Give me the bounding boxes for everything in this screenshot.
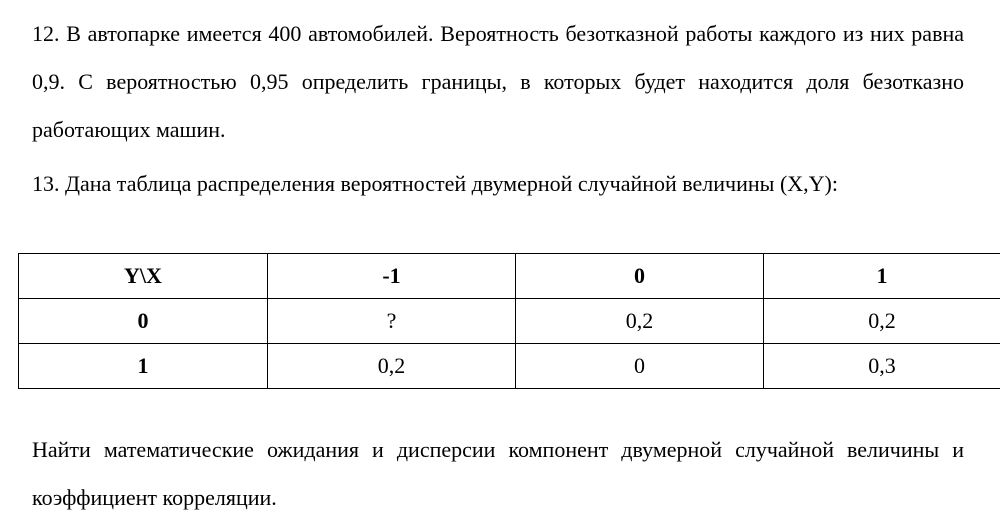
probability-cell: 0 [516, 344, 764, 389]
problem-12-text: 12. В автопарке имеется 400 автомобилей. Вероятность безотказной работы каждого из них равна 0,9. С вероятностью 0,95 определить границы, в которых будет находится доля безотказно работающих машин. [32, 10, 964, 154]
problem-13-intro: 13. Дана таблица распределения вероятностей двумерной случайной величины (X,Y): [32, 160, 964, 208]
probability-cell: 0,3 [764, 344, 1000, 389]
table-corner-cell: Y\X [19, 254, 268, 299]
x-header-cell: 1 [764, 254, 1000, 299]
probability-cell: ? [268, 299, 516, 344]
y-header-cell: 0 [19, 299, 268, 344]
y-header-cell: 1 [19, 344, 268, 389]
table-header-row [19, 254, 1000, 299]
table-row [19, 299, 1000, 344]
probability-cell: 0,2 [268, 344, 516, 389]
x-header-cell: 0 [516, 254, 764, 299]
probability-cell: 0,2 [516, 299, 764, 344]
problem-13-task: Найти математические ожидания и дисперсии компонент двумерной случайной величины и коэффициент корреляции. [32, 426, 964, 522]
probability-cell: 0,2 [764, 299, 1000, 344]
table-row [19, 344, 1000, 389]
x-header-cell: -1 [268, 254, 516, 299]
distribution-table [18, 253, 1000, 389]
